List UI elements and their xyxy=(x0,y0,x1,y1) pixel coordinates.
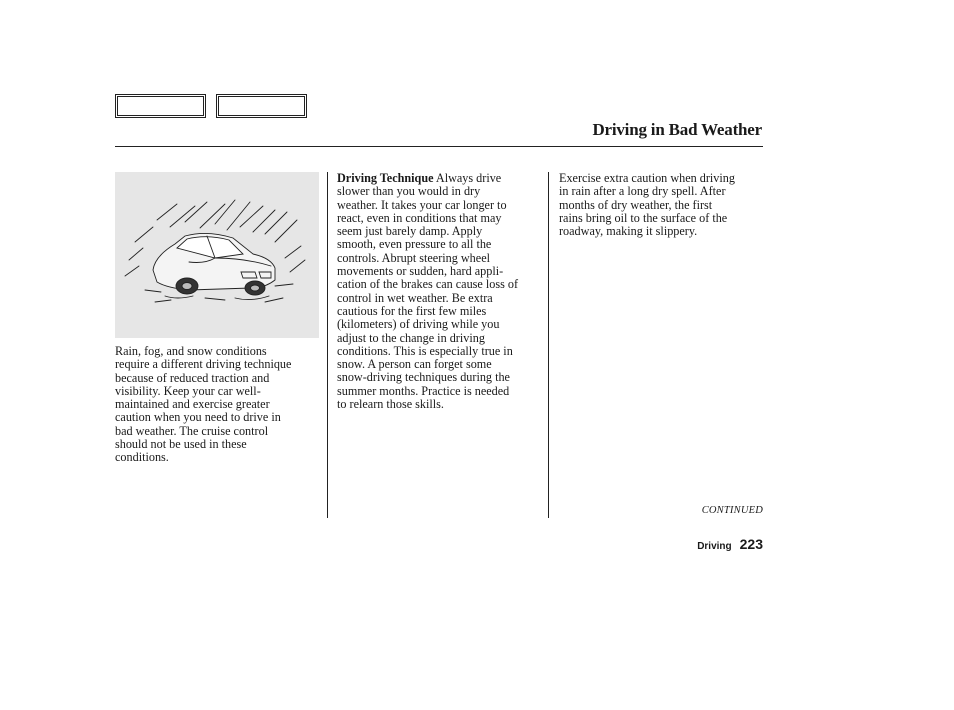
page-title: Driving in Bad Weather xyxy=(592,120,762,139)
dry-spell-paragraph: Exercise extra caution when driving in rain after a long dry spell. After months of dry weather, the first rains bring oil to the surface of the roadway, making it slippery. xyxy=(559,171,735,239)
car-in-rain-illustration xyxy=(115,172,319,338)
nav-box-previous[interactable] xyxy=(115,94,206,118)
page-footer xyxy=(697,536,763,554)
nav-box-next[interactable] xyxy=(216,94,307,118)
page-number: 223 xyxy=(739,536,763,552)
footer-section-name: Driving xyxy=(697,541,732,552)
column-divider xyxy=(548,172,549,518)
continued-label: CONTINUED xyxy=(701,505,763,516)
driving-technique-body: Always drive slower than you would in dry weather. It takes your car longer to react, even in conditions that may seem just barely damp. Apply smooth, even pressure to all the controls. Abrupt steering wheel movements or sudden, hard appli- cation of the brakes can cause loss of control in wet weather. Be extra cautious for the first few miles (kilometers) of driving while you adjust to the change in driving conditions. This is especially true in snow. A person can forget some snow-driving techniques during the summer months. Practice is needed to relearn those skills. xyxy=(337,171,519,412)
section-heading: Driving Technique xyxy=(337,171,434,185)
driving-technique-paragraph xyxy=(337,172,543,411)
intro-paragraph: Rain, fog, and snow conditions require a different driving technique because of reduced traction and visibility. Keep your car well- maintained and exercise greater caution when you need to drive in bad weather. The cruise control should not be used in these conditions. xyxy=(115,344,292,465)
column-divider xyxy=(327,172,328,518)
car-in-rain-icon xyxy=(115,172,319,338)
title-rule xyxy=(115,146,763,147)
